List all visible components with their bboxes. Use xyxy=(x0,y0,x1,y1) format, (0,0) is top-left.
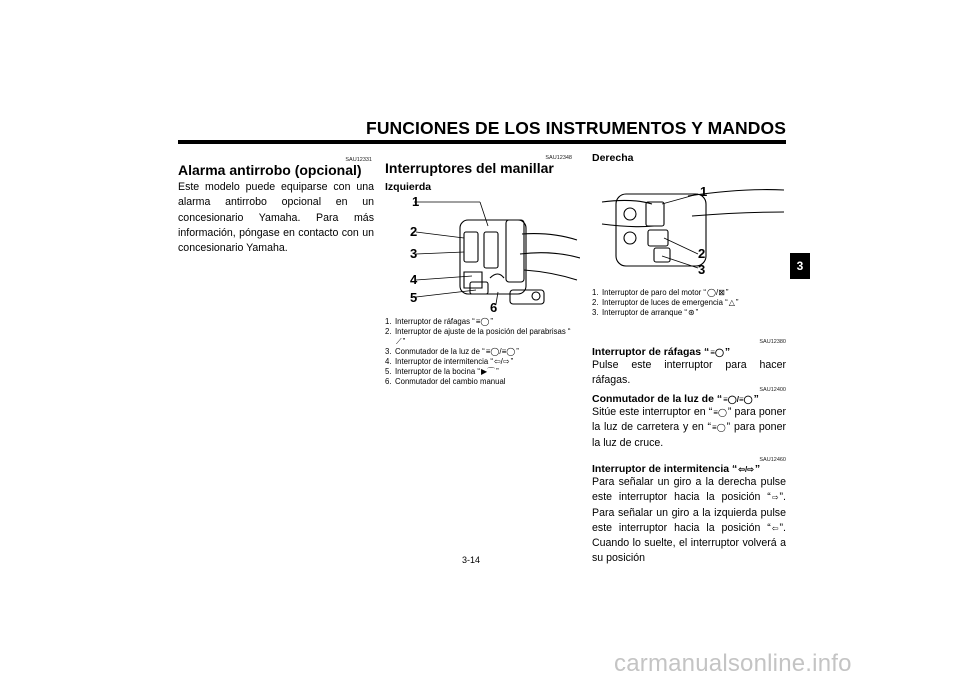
high-beam-icon: ≡◯ xyxy=(713,408,727,417)
page-number: 3-14 xyxy=(462,555,481,565)
section-body: Para señalar un giro a la derecha pulse este interruptor hacia la posición “⇨”. Para señalar un giro a la izquierda pulse este interruptor hacia la posición “⇦”. Cuando lo suelte, el interruptor volverá a su posición xyxy=(592,476,786,565)
caption-item: 2. Interruptor de luces de emergencia “△” xyxy=(592,298,739,307)
low-beam-icon: ≡◯ xyxy=(712,423,726,433)
caption-item: 3. Conmutador de la luz de “≡◯/≡◯” xyxy=(385,347,519,356)
callout-4: 4 xyxy=(410,272,418,287)
section-body: Sitúe este interruptor en “≡◯” para poner la luz de carretera y en “≡◯” para poner la luz de cruce. xyxy=(592,406,786,449)
callout-5: 5 xyxy=(410,290,418,305)
section-body: Pulse este interruptor para hacer ráfagas. xyxy=(592,359,786,387)
caption-item: 4. Interruptor de intermitencia “⇦/⇨” xyxy=(385,357,514,366)
header-rule xyxy=(178,140,786,144)
section-body: Este modelo puede equiparse con una alarma antirrobo opcional en un concesionario Yamaha. Para más información, póngase en contacto con un concesionario Yamaha. xyxy=(178,181,374,255)
section-title: Interruptores del manillar xyxy=(385,160,554,176)
section-code: SAU12460 xyxy=(759,457,786,463)
windshield-icon: ⟋ xyxy=(396,337,402,346)
horn-icon: ▶⌒ xyxy=(480,367,496,376)
engine-stop-icon: ◯/⊠ xyxy=(707,288,725,297)
callout-6: 6 xyxy=(490,300,498,315)
left-switch-captions xyxy=(385,317,575,387)
section-title: Interruptor de ráfagas “≡◯” xyxy=(592,346,731,358)
callout-3: 3 xyxy=(410,246,418,261)
start-icon: ⊛ xyxy=(687,308,695,317)
left-handlebar-illustration xyxy=(402,192,580,314)
caption-item: 1. Interruptor de ráfagas “≡◯” xyxy=(385,317,493,326)
watermark-link[interactable]: carmanualsonline.info xyxy=(614,650,852,677)
caption-item: 5. Interruptor de la bocina “▶⌒” xyxy=(385,367,499,376)
right-handlebar-illustration xyxy=(592,168,786,284)
high-beam-flash-icon: ≡◯ xyxy=(710,348,724,357)
hazard-icon: △ xyxy=(728,298,735,307)
page-header-title: FUNCIONES DE LOS INSTRUMENTOS Y MANDOS xyxy=(366,118,786,138)
chapter-tab: 3 xyxy=(790,253,810,279)
section-code: SAU12331 xyxy=(345,157,372,163)
callout-2: 2 xyxy=(698,246,706,261)
caption-item: 2. Interruptor de ajuste de la posición del parabrisas “⟋” xyxy=(385,327,571,346)
callout-1: 1 xyxy=(700,184,708,199)
caption-item: 1. Interruptor de paro del motor “◯/⊠” xyxy=(592,288,729,297)
dimmer-icon: ≡◯/≡◯ xyxy=(485,347,516,356)
callout-2: 2 xyxy=(410,224,418,239)
left-turn-icon: ⇦ xyxy=(771,523,779,533)
callout-3: 3 xyxy=(698,262,706,277)
caption-item: 3. Interruptor de arranque “⊛” xyxy=(592,308,699,317)
right-turn-icon: ⇨ xyxy=(771,493,779,503)
right-switch-captions xyxy=(592,288,792,318)
section-title: Interruptor de intermitencia “⇦/⇨” xyxy=(592,463,761,475)
caption-item: 6. Conmutador del cambio manual xyxy=(385,377,506,386)
section-code: SAU12400 xyxy=(759,387,786,393)
section-subtitle: Izquierda xyxy=(385,181,432,193)
section-subtitle: Derecha xyxy=(592,152,634,164)
section-title: Conmutador de la luz de “≡◯/≡◯” xyxy=(592,393,759,405)
section-code: SAU12380 xyxy=(759,339,786,345)
turn-signal-icon: ⇦/⇨ xyxy=(738,465,754,474)
section-title: Alarma antirrobo (opcional) xyxy=(178,162,362,178)
dimmer-icon: ≡◯/≡◯ xyxy=(723,395,753,404)
high-beam-flash-icon: ≡◯ xyxy=(475,317,490,326)
section-code: SAU12348 xyxy=(545,155,572,161)
callout-1: 1 xyxy=(412,194,420,209)
turn-signal-icon: ⇦/⇨ xyxy=(493,357,510,366)
